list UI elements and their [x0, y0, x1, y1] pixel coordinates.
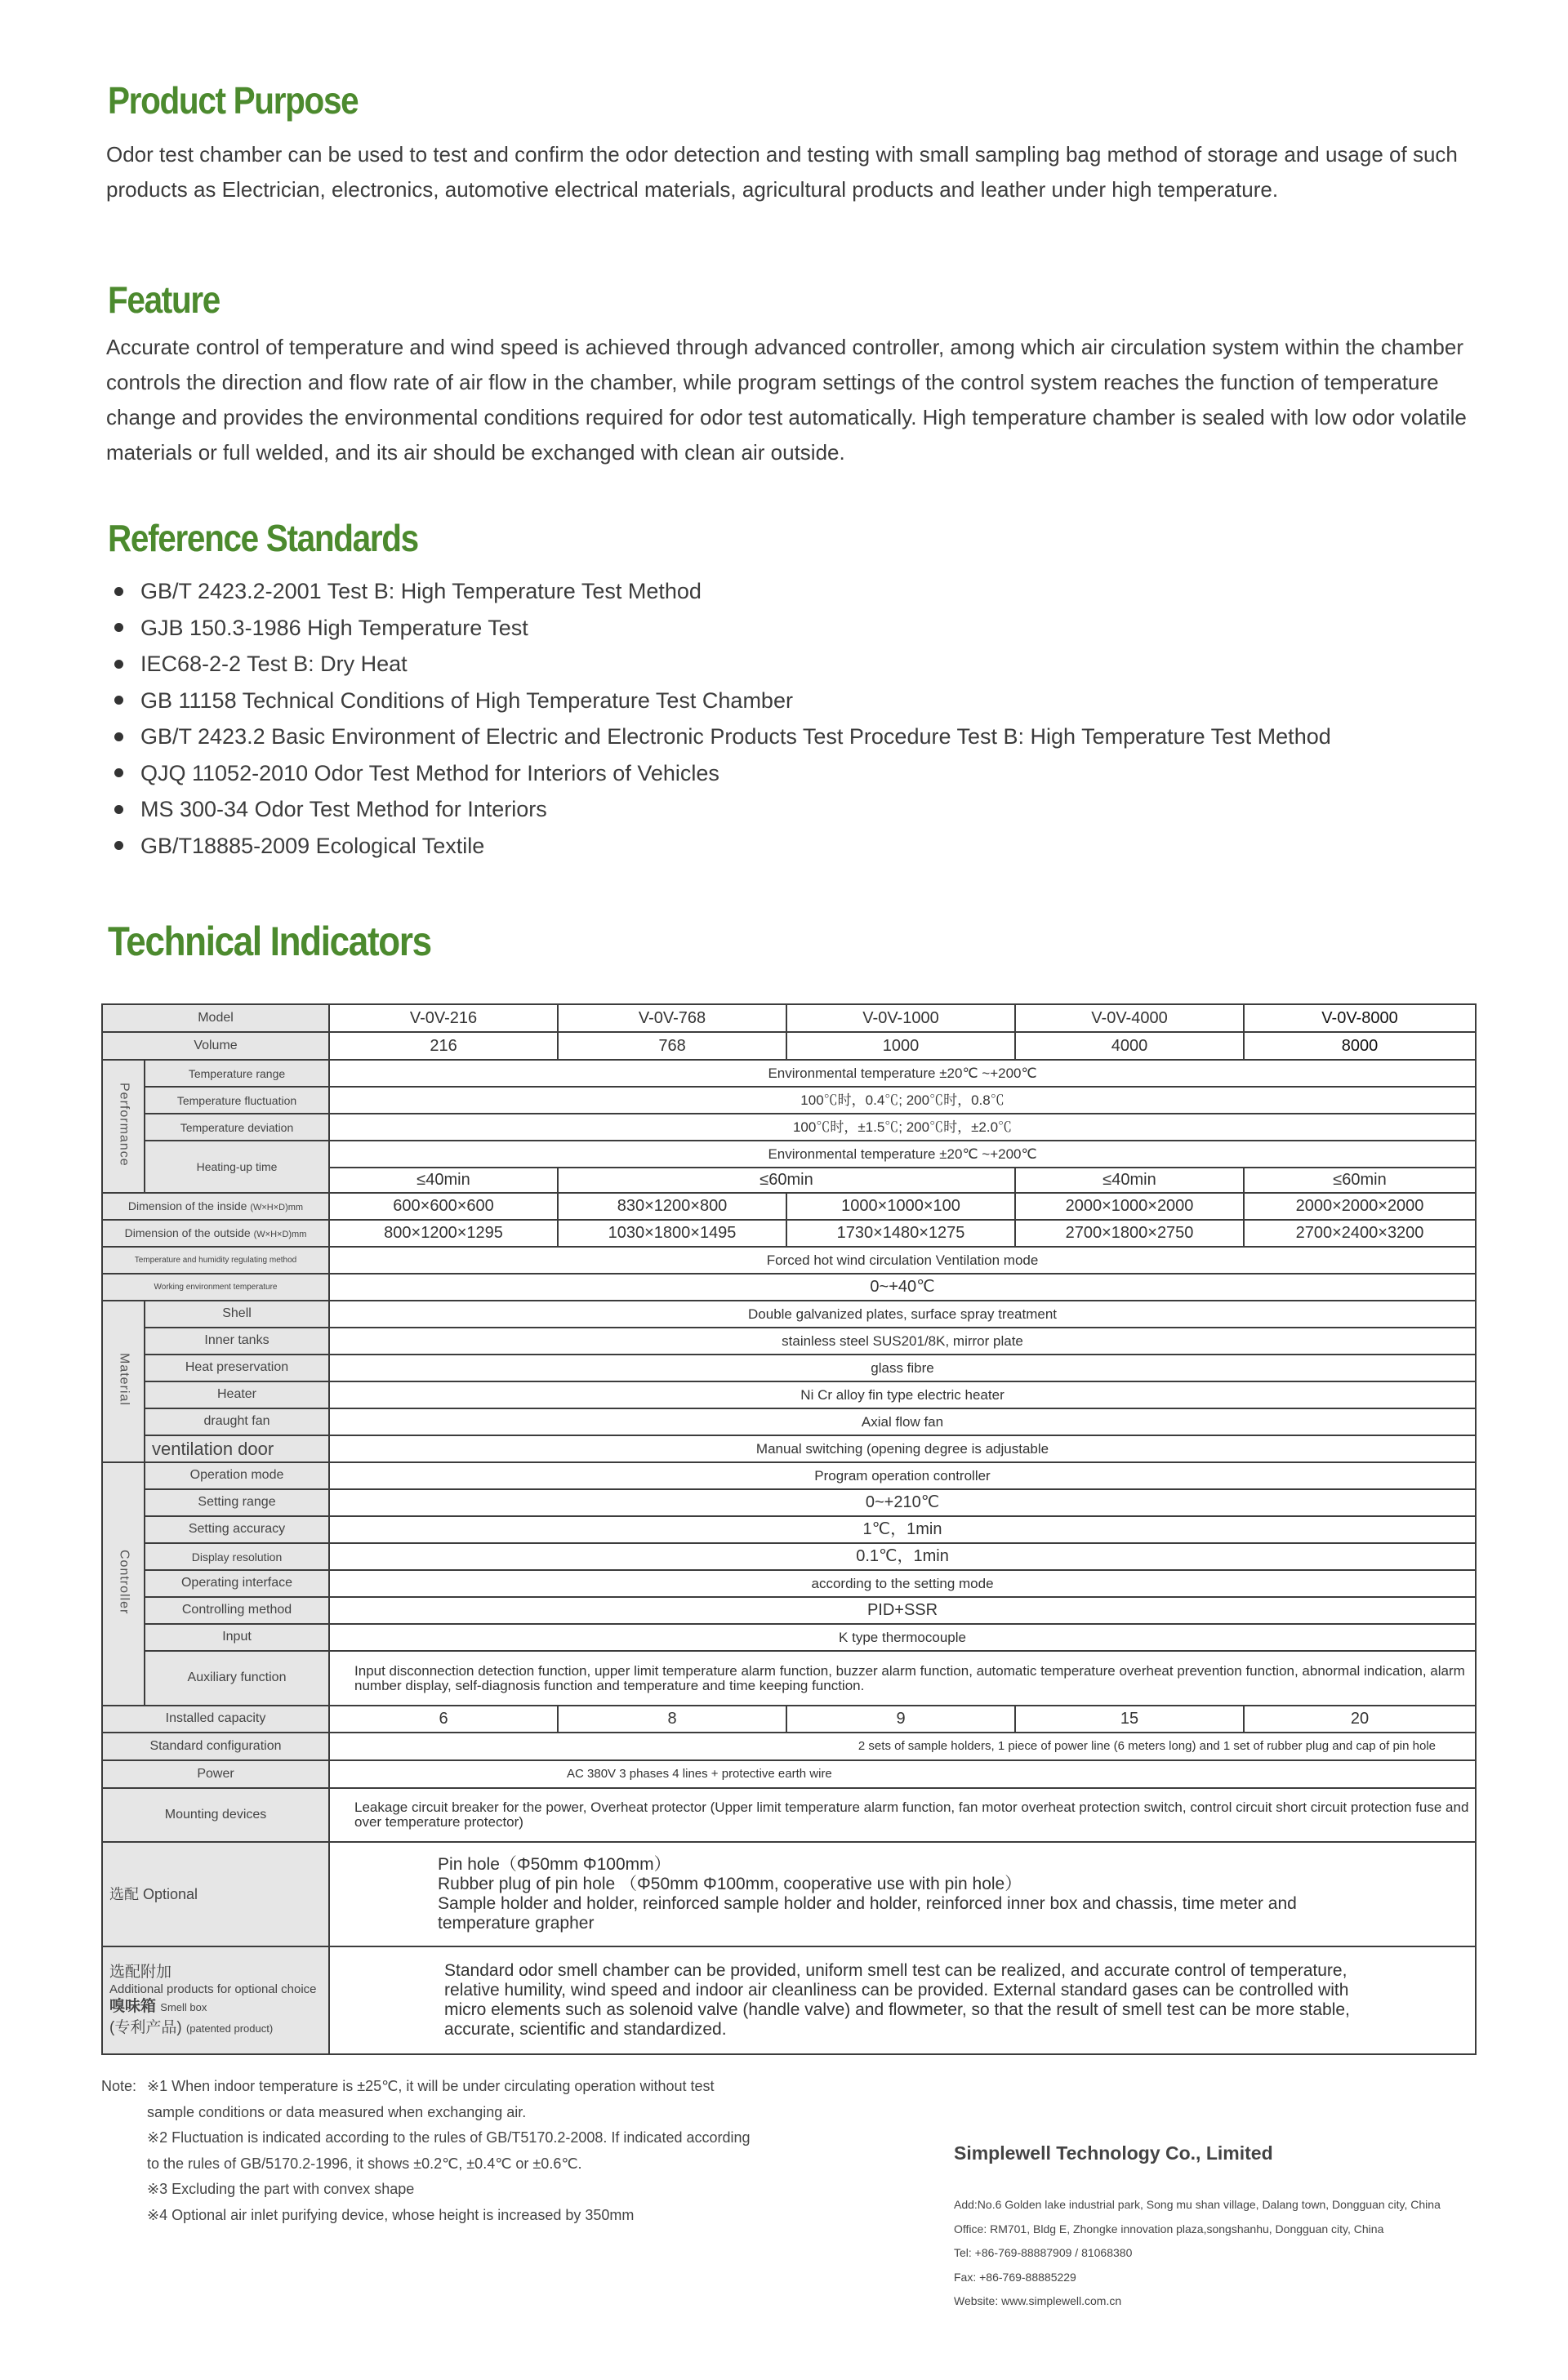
heating-time-cell: ≤60min	[1244, 1168, 1476, 1193]
dim-inside-cell: 2000×2000×2000	[1244, 1193, 1476, 1220]
company-contact	[954, 2193, 1441, 2314]
model-cell: V-0V-768	[558, 1004, 786, 1032]
bullet-icon	[114, 841, 123, 850]
row-label: draught fan	[145, 1408, 329, 1435]
standard-item: GJB 150.3-1986 High Temperature Test	[114, 610, 1331, 647]
table-row	[102, 1087, 1476, 1114]
optional-line: Rubber plug of pin hole （Φ50mm Φ100mm, cooperative use with pin hole）	[438, 1874, 1022, 1893]
row-label: Shell	[145, 1301, 329, 1328]
note-item: ※3 Excluding the part with convex shape	[147, 2181, 415, 2197]
row-label: Temperature and humidity regulating method	[102, 1247, 329, 1274]
notes	[101, 2074, 751, 2228]
model-cell: V-0V-8000	[1244, 1004, 1476, 1032]
row-label: Heater	[145, 1381, 329, 1408]
table-row	[102, 1435, 1476, 1462]
working-env-value: 0~+40℃	[329, 1274, 1476, 1301]
table-row	[102, 1355, 1476, 1381]
table-row	[102, 1842, 1476, 1946]
table-row	[102, 1570, 1476, 1597]
row-label: Operation mode	[145, 1462, 329, 1489]
row-label: Dimension of the outside (W×H×D)mm	[102, 1220, 329, 1247]
bullet-icon	[114, 660, 123, 669]
power-value: AC 380V 3 phases 4 lines + protective earth wire	[329, 1760, 1476, 1788]
volume-cell: 768	[558, 1032, 786, 1060]
std-config-value: 2 sets of sample holders, 1 piece of power line (6 meters long) and 1 set of rubber plug and cap of pin hole	[329, 1733, 1476, 1760]
technical-title: Technical Indicators	[108, 919, 431, 964]
regulating-value: Forced hot wind circulation Ventilation mode	[329, 1247, 1476, 1274]
set-range-value: 0~+210℃	[329, 1489, 1476, 1516]
table-row	[102, 1301, 1476, 1328]
heater-value: Ni Cr alloy fin type electric heater	[329, 1381, 1476, 1408]
table-row	[102, 1733, 1476, 1760]
group-label-controller: Controller	[102, 1462, 145, 1706]
row-label: Inner tanks	[145, 1328, 329, 1355]
notes-lead: Note:	[101, 2078, 137, 2094]
table-row	[102, 1462, 1476, 1489]
volume-cell: 1000	[786, 1032, 1015, 1060]
table-row	[102, 1624, 1476, 1651]
table-row	[102, 1060, 1476, 1087]
row-label: Volume	[102, 1032, 329, 1060]
dim-outside-cell: 800×1200×1295	[329, 1220, 558, 1247]
heating-env-value: Environmental temperature ±20℃ ~+200℃	[329, 1141, 1476, 1168]
table-row	[102, 1788, 1476, 1842]
installed-cell: 20	[1244, 1706, 1476, 1733]
heat-pres-value: glass fibre	[329, 1355, 1476, 1381]
bullet-icon	[114, 623, 123, 632]
dim-inside-cell: 2000×1000×2000	[1015, 1193, 1244, 1220]
table-row	[102, 1328, 1476, 1355]
purpose-title: Product Purpose	[108, 79, 359, 122]
note-item: ※4 Optional air inlet purifying device, whose height is increased by 350mm	[147, 2206, 635, 2223]
table-row	[102, 1597, 1476, 1624]
heating-time-cell: ≤40min	[329, 1168, 558, 1193]
standard-item: GB/T 2423.2 Basic Environment of Electric and Electronic Products Test Procedure Test B: High Temperature Test Method	[114, 718, 1331, 755]
optional-line: Pin hole（Φ50mm Φ100mm）	[438, 1854, 671, 1874]
dim-outside-cell: 1730×1480×1275	[786, 1220, 1015, 1247]
installed-cell: 8	[558, 1706, 786, 1733]
table-row	[102, 1141, 1476, 1168]
table-row	[102, 1760, 1476, 1788]
temp-range-value: Environmental temperature ±20℃ ~+200℃	[329, 1060, 1476, 1087]
vent-value: Manual switching (opening degree is adjustable	[329, 1435, 1476, 1462]
optional-value	[329, 1842, 1476, 1946]
note-item: ※1 When indoor temperature is ±25℃, it will be under circulating operation without test sample conditions or data measured when exchanging air.	[147, 2078, 715, 2120]
installed-cell: 15	[1015, 1706, 1244, 1733]
temp-fluct-value: 100℃时，0.4℃; 200℃时，0.8℃	[329, 1087, 1476, 1114]
company-office: Office: RM701, Bldg E, Zhongke innovation plaza,songshanhu, Dongguan city, China	[954, 2222, 1384, 2235]
table-row	[102, 1247, 1476, 1274]
standards-title: Reference Standards	[108, 517, 418, 559]
aux-value: Input disconnection detection function, upper limit temperature alarm function, buzzer alarm function, automatic temperature overheat prevention function, abnormal indication, alarm number display, self-diagnosis function and temperature and time keeping function.	[329, 1651, 1476, 1706]
row-label: Operating interface	[145, 1570, 329, 1597]
table-row	[102, 1706, 1476, 1733]
row-label: ventilation door	[145, 1435, 329, 1462]
row-label: Heating-up time	[145, 1141, 329, 1193]
company-website: Website: www.simplewell.com.cn	[954, 2294, 1122, 2307]
standard-item: GB/T 2423.2-2001 Test B: High Temperature Test Method	[114, 573, 1331, 610]
model-cell: V-0V-216	[329, 1004, 558, 1032]
installed-cell: 9	[786, 1706, 1015, 1733]
row-label: Mounting devices	[102, 1788, 329, 1842]
group-label-performance: Performance	[102, 1060, 145, 1193]
optional-line: Sample holder and holder, reinforced sample holder and holder, reinforced inner box and chassis, time meter and temperature grapher	[438, 1894, 1297, 1933]
model-cell: V-0V-4000	[1015, 1004, 1244, 1032]
row-label: Temperature deviation	[145, 1114, 329, 1141]
bullet-icon	[114, 696, 123, 705]
table-row	[102, 1004, 1476, 1032]
op-iface-value: according to the setting mode	[329, 1570, 1476, 1597]
row-label: Input	[145, 1624, 329, 1651]
volume-cell: 4000	[1015, 1032, 1244, 1060]
table-row	[102, 1274, 1476, 1301]
standard-item: GB 11158 Technical Conditions of High Temperature Test Chamber	[114, 683, 1331, 719]
feature-text: Accurate control of temperature and wind speed is achieved through advanced controller, among which air circulation system within the chamber controls the direction and flow rate of air flow in the chamber, while program settings of the control system reaches the function of temperature change and provides the environmental conditions required for odor test automatically. High temperature chamber is sealed with low odor volatile materials or full welded, and its air should be exchanged with clean air outside.	[106, 335, 1467, 465]
row-label: Dimension of the inside (W×H×D)mm	[102, 1193, 329, 1220]
table-row	[102, 1381, 1476, 1408]
feature-title: Feature	[108, 278, 220, 321]
shell-value: Double galvanized plates, surface spray treatment	[329, 1301, 1476, 1328]
table-row	[102, 1032, 1476, 1060]
standards-list	[114, 573, 1331, 864]
dim-inside-cell: 600×600×600	[329, 1193, 558, 1220]
group-label-material: Material	[102, 1301, 145, 1462]
row-label: Temperature fluctuation	[145, 1087, 329, 1114]
dim-inside-cell: 830×1200×800	[558, 1193, 786, 1220]
standard-item: QJQ 11052-2010 Odor Test Method for Interiors of Vehicles	[114, 755, 1331, 792]
bullet-icon	[114, 805, 123, 814]
installed-cell: 6	[329, 1706, 558, 1733]
row-label: Heat preservation	[145, 1355, 329, 1381]
company-name: Simplewell Technology Co., Limited	[954, 2142, 1273, 2164]
table-row	[102, 1489, 1476, 1516]
table-row	[102, 1516, 1476, 1543]
row-label: Temperature range	[145, 1060, 329, 1087]
row-label: Model	[102, 1004, 329, 1032]
temp-dev-value: 100℃时，±1.5℃; 200℃时，±2.0℃	[329, 1114, 1476, 1141]
row-label: Standard configuration	[102, 1733, 329, 1760]
table-row	[102, 1220, 1476, 1247]
row-label: Setting range	[145, 1489, 329, 1516]
row-label: Auxiliary function	[145, 1651, 329, 1706]
fan-value: Axial flow fan	[329, 1408, 1476, 1435]
dim-outside-cell: 1030×1800×1495	[558, 1220, 786, 1247]
company-tel: Tel: +86-769-88887909 / 81068380	[954, 2246, 1133, 2259]
set-acc-value: 1℃，1min	[329, 1516, 1476, 1543]
table-row	[102, 1114, 1476, 1141]
disp-res-value: 0.1℃，1min	[329, 1543, 1476, 1570]
company-address: Add:No.6 Golden lake industrial park, Song mu shan village, Dalang town, Dongguan city, China	[954, 2198, 1441, 2211]
table-row	[102, 1193, 1476, 1220]
row-label: Display resolution	[145, 1543, 329, 1570]
bullet-icon	[114, 768, 123, 777]
optional-label: 选配 Optional	[102, 1842, 329, 1946]
purpose-text: Odor test chamber can be used to test and confirm the odor detection and testing with small sampling bag method of storage and usage of such products as Electrician, electronics, automotive electrical materials, agricultural products and leather under high temperature.	[106, 142, 1458, 202]
input-value: K type thermocouple	[329, 1624, 1476, 1651]
dim-outside-cell: 2700×1800×2750	[1015, 1220, 1244, 1247]
inner-value: stainless steel SUS201/8K, mirror plate	[329, 1328, 1476, 1355]
bullet-icon	[114, 732, 123, 741]
spec-table	[101, 1003, 1477, 2055]
ctrl-method-value: PID+SSR	[329, 1597, 1476, 1624]
note-item: ※2 Fluctuation is indicated according to the rules of GB/T5170.2-2008. If indicated according to the rules of GB/5170.2-1996, it shows ±0.2℃, ±0.4℃ or ±0.6℃.	[147, 2129, 751, 2172]
company-fax: Fax: +86-769-88885229	[954, 2270, 1076, 2284]
row-label: Power	[102, 1760, 329, 1788]
heating-time-cell: ≤60min	[558, 1168, 1015, 1193]
dim-outside-cell: 2700×2400×3200	[1244, 1220, 1476, 1247]
row-label: Controlling method	[145, 1597, 329, 1624]
table-row	[102, 1543, 1476, 1570]
bullet-icon	[114, 587, 123, 596]
dim-inside-cell: 1000×1000×100	[786, 1193, 1015, 1220]
table-row	[102, 1408, 1476, 1435]
row-label: Working environment temperature	[102, 1274, 329, 1301]
table-row	[102, 1651, 1476, 1706]
op-mode-value: Program operation controller	[329, 1462, 1476, 1489]
standard-item: IEC68-2-2 Test B: Dry Heat	[114, 646, 1331, 683]
volume-cell: 8000	[1244, 1032, 1476, 1060]
heating-time-cell: ≤40min	[1015, 1168, 1244, 1193]
row-label: Setting accuracy	[145, 1516, 329, 1543]
mounting-value: Leakage circuit breaker for the power, Overheat protector (Upper limit temperature alarm function, fan motor overheat protection switch, control circuit short circuit protection fuse and over temperature protector)	[329, 1788, 1476, 1842]
additional-label: 选配附加 Additional products for optional choice 嗅味箱 Smell box (专利产品) (patented product)	[102, 1946, 329, 2054]
table-row	[102, 1946, 1476, 2054]
standard-item: MS 300-34 Odor Test Method for Interiors	[114, 791, 1331, 828]
model-cell: V-0V-1000	[786, 1004, 1015, 1032]
standard-item: GB/T18885-2009 Ecological Textile	[114, 828, 1331, 865]
additional-value: Standard odor smell chamber can be provided, uniform smell test can be realized, and accurate control of temperature, relative humility, wind speed and indoor air cleanliness can be provided. External standard gases can be controlled with micro elements such as solenoid valve (handle valve) and flowmeter, so that the result of smell test can be more stable, accurate, scientific and standardized.	[329, 1946, 1476, 2054]
volume-cell: 216	[329, 1032, 558, 1060]
row-label: Installed capacity	[102, 1706, 329, 1733]
